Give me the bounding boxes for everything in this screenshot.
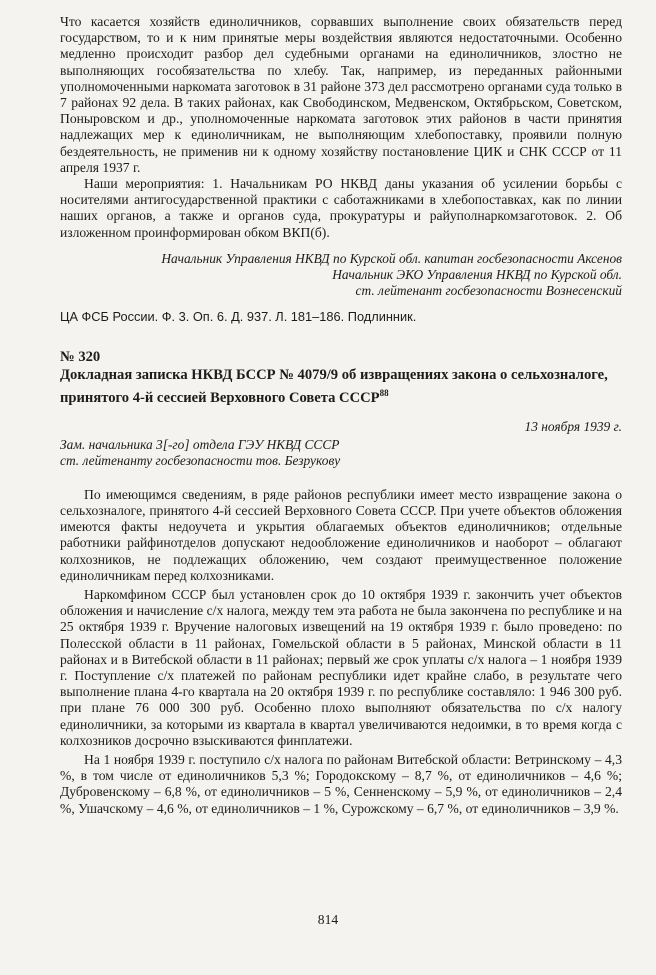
- paragraph: Что касается хозяйств единоличников, сорвавших выполнение своих обязательств перед государством, то и к ним принятые меры воздействия являются недостаточными. Особенно медленно происходит разбор дел судебными органами на единоличников, злостно не выполняющих гособязательства по хлебу. Так, например, из переданных районными уполномоченными наркомата заготовок в 31 районе 373 дел рассмотрено органами суда только в 7 районах 92 дела. В таких районах, как Свободинском, Медвенском, Октябрьском, Советском, Поныровском и др., уполномоченные наркомата заготовок этих районов в части принятия надлежащих мер к единоличникам, не выполняющим хлебопоставку, проявили полную бездеятельность, не применив ни к одному хозяйству постановление ЦИК и СНК СССР от 11 апреля 1937 г.: [60, 14, 622, 175]
- paragraph: На 1 ноября 1939 г. поступило с/х налога по районам Витебской области: Ветринскому – 4,3 %, в том числе от единоличников 5,3 %; Городокскому – 8,7 %, от единоличников – 4,6 %; Дубровенскому – 6,8 %, от единоличников – 5 %, Сенненскому – 5,9 %, от единоличников – 2,4 %, Ушачскому – 4,6 %, от единоличников – 1 %, Сурожскому – 6,7 %, от единоличников – 3,9 %.: [60, 751, 622, 816]
- addressee-line: ст. лейтенанту госбезопасности тов. Безрукову: [60, 452, 341, 468]
- signature-line: Начальник ЭКО Управления НКВД по Курской обл.: [332, 266, 622, 282]
- signature-line: Начальник Управления НКВД по Курской обл. капитан госбезопасности Аксенов: [161, 250, 622, 266]
- footnote-mark: 88: [379, 387, 389, 398]
- document-title-text: Докладная записка НКВД БССР № 4079/9 об извращениях закона о сельхозналоге, принятого 4-й сессией Верховного Совета СССР: [60, 366, 608, 406]
- paragraph: Наши мероприятия: 1. Начальникам РО НКВД даны указания об усилении борьбы с носителями антигосударственной практики с саботажниками в хлебопоставках, как по линии наших органов, а также и органов суда, прокуратуры и райуполнаркомзаготовок. 2. Об изложенном проинформирован обком ВКП(б).: [60, 176, 622, 240]
- document-title: [60, 366, 622, 407]
- signature-block: [60, 251, 622, 299]
- paragraph: Наркомфином СССР был установлен срок до 10 октября 1939 г. закончить учет объектов обложения и начисление с/х налога, между тем эта работа не была закончена по республике и на 25 октября 1939 г. Вручение налоговых извещений на 19 октября 1939 г. было проведено: по Полесской области в 11 районах, Гомельской области в 5 районах, Минской области в 11 районах и в Витебской области в 11 районах; первый же срок уплаты с/х налога – 1 ноября 1939 г. Поступление с/х платежей по районам республики идет крайне слабо, в результате чего выполнение плана 4-го квартала на 20 октября 1939 г. по республике составляло: 1 946 300 руб. при плане 76 000 300 руб. Особенно плохо выполняют обязательства по с/х налогу единоличники, за которыми из квартала в квартал увеличиваются недоимки, в то время когда с колхозников досрочно взыскиваются финплатежи.: [60, 586, 622, 748]
- addressee-block: [60, 437, 622, 469]
- document-320: [60, 349, 622, 817]
- signature-line: ст. лейтенант госбезопасности Вознесенский: [355, 282, 622, 298]
- document-date: 13 ноября 1939 г.: [524, 418, 622, 434]
- paragraph: По имеющимся сведениям, в ряде районов республики имеет место извращение закона о сельхозналоге, принятого 4-й сессией Верховного Совета СССР. При учете объектов обложения имеются факты недоучета и укрытия облагаемых объектов единоличников; отдельные работники райфинотделов допускают недообложение единоличников и наоборот – облагают колхозников, не подлежащих обложению, чем создают преимущественное положение единоличникам перед колхозниками.: [60, 486, 622, 583]
- archive-source: ЦА ФСБ России. Ф. 3. Оп. 6. Д. 937. Л. 181–186. Подлинник.: [60, 308, 417, 324]
- document-body: [60, 487, 622, 817]
- page-number: 814: [317, 912, 339, 927]
- addressee-line: Зам. начальника 3[-го] отдела ГЭУ НКВД СССР: [60, 436, 340, 452]
- previous-document-ending: [60, 14, 622, 325]
- document-number: № 320: [60, 348, 101, 365]
